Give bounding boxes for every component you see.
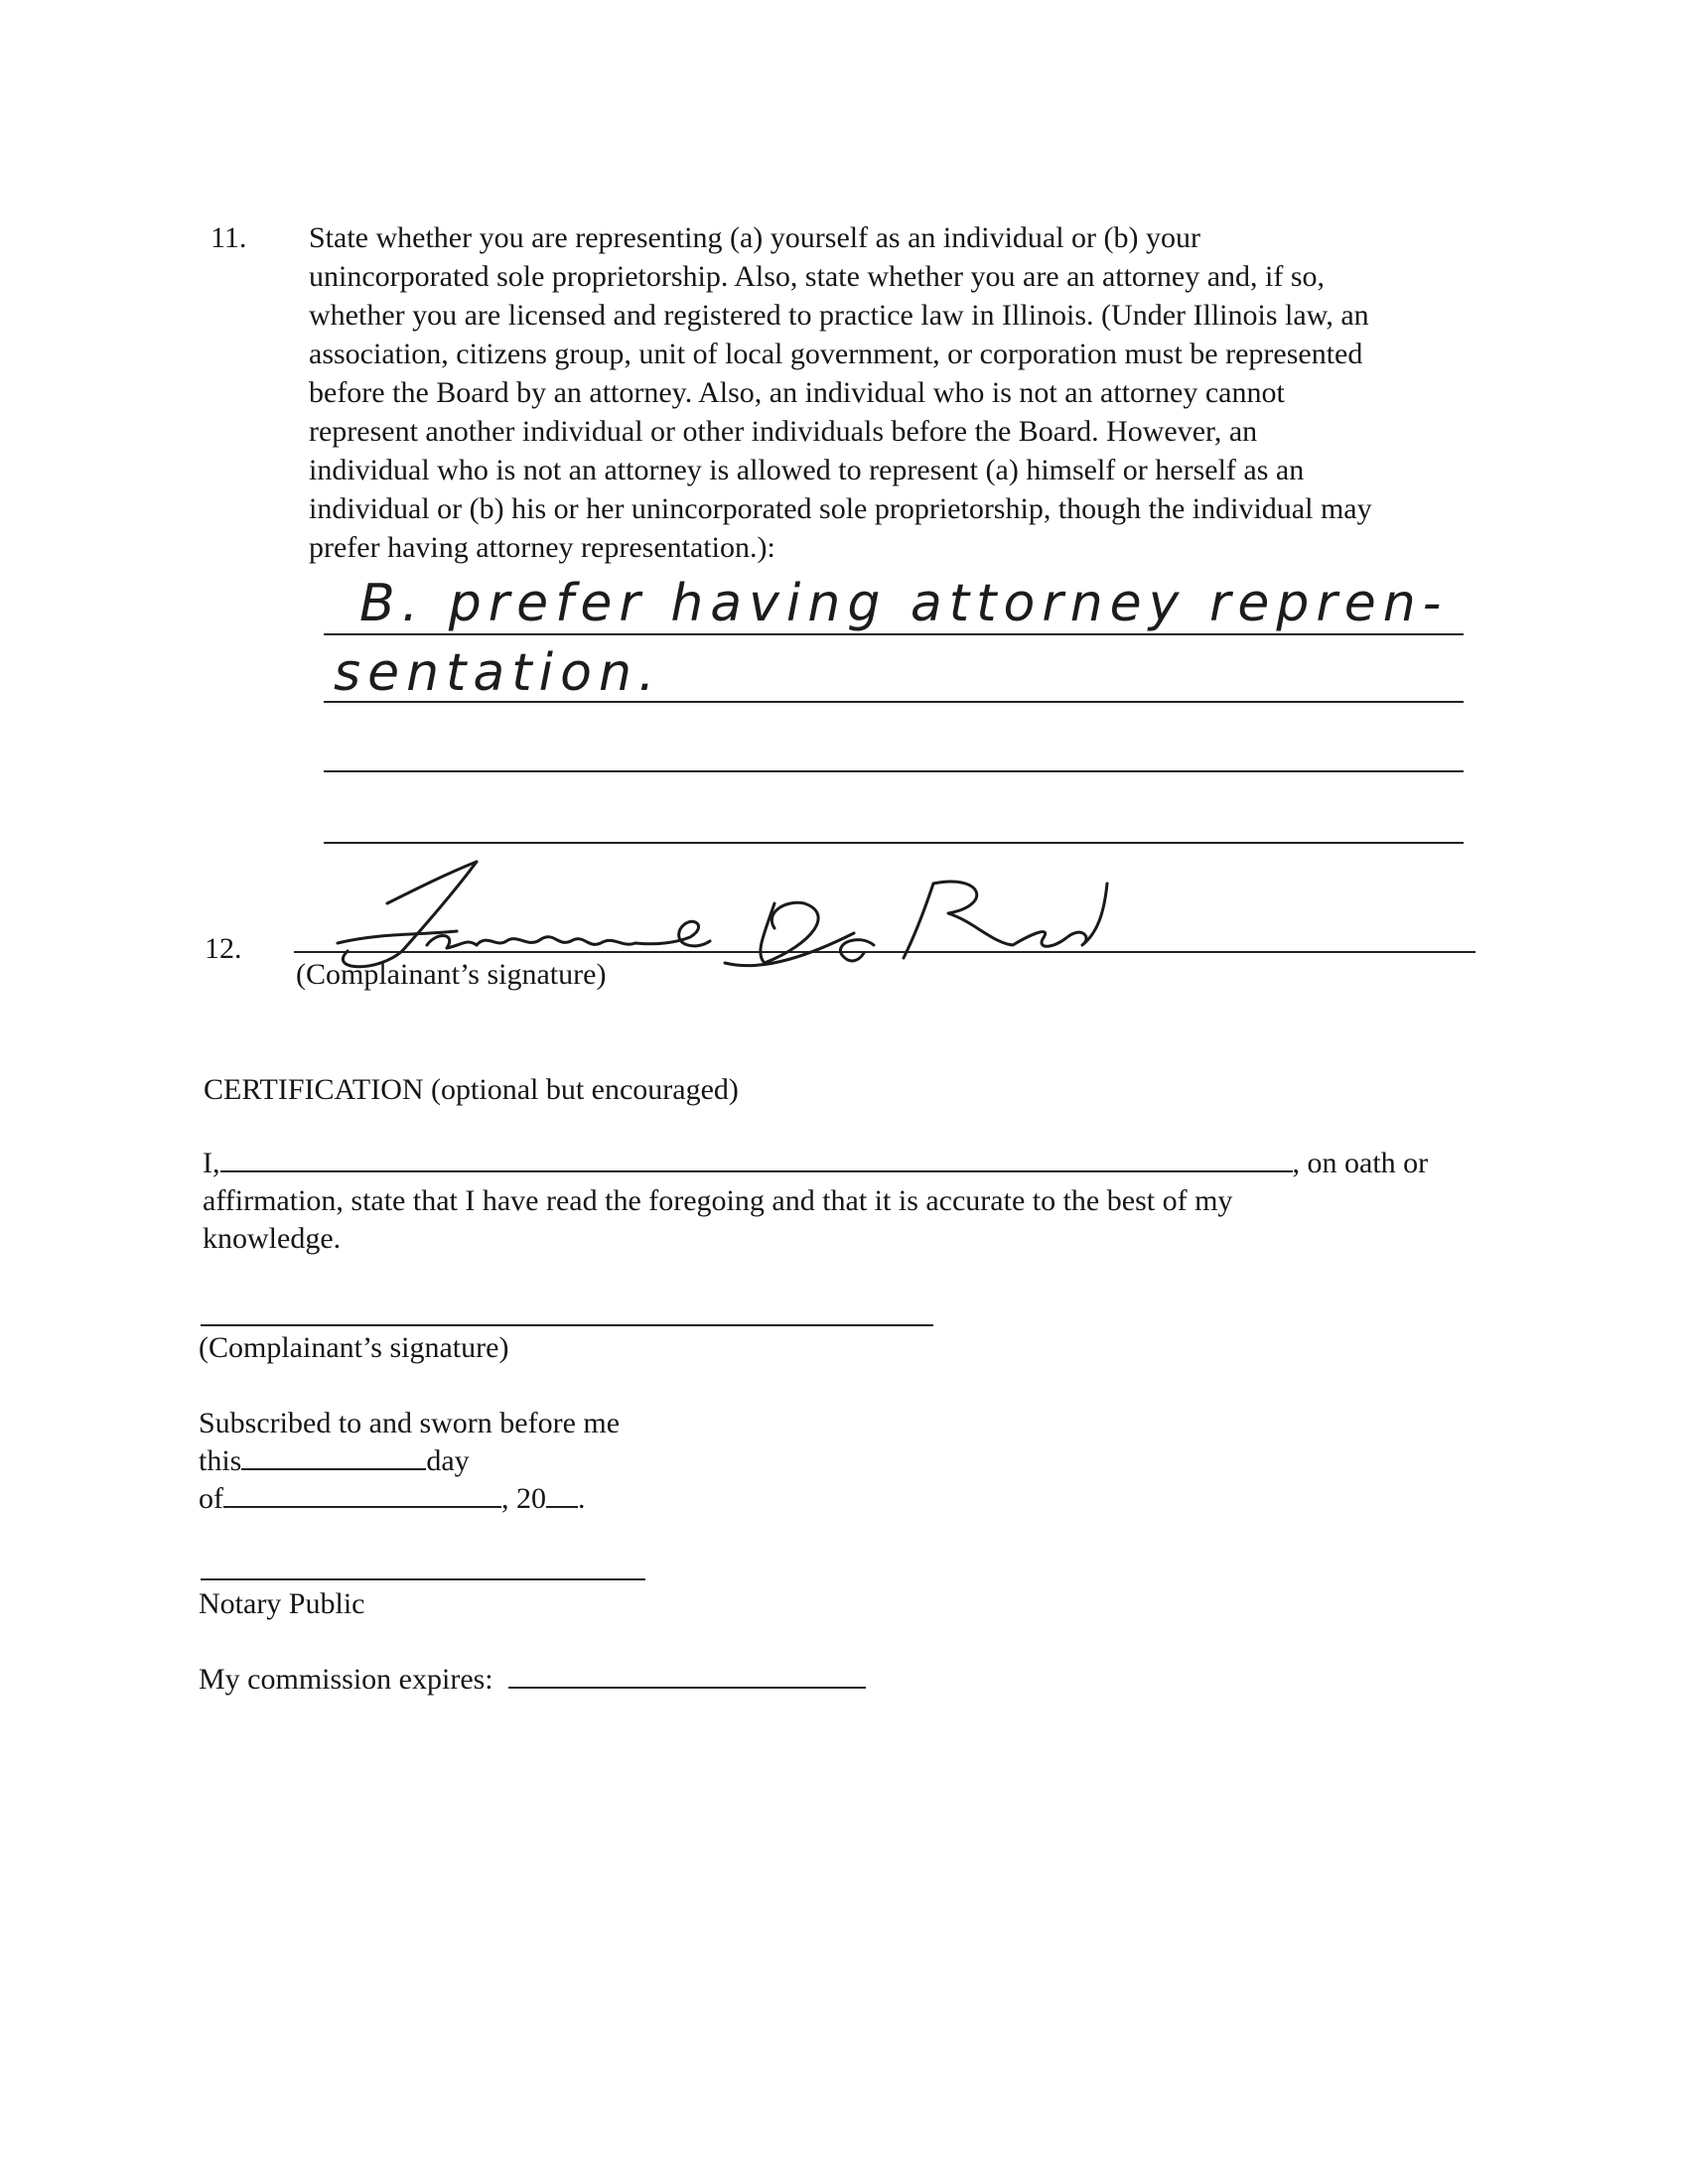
question-line: whether you are licensed and registered to practice law in Illinois. (Under Illinois law, an <box>309 299 1369 332</box>
question-line: association, citizens group, unit of local government, or corporation must be represented <box>309 338 1363 370</box>
day-label: day <box>426 1444 470 1477</box>
question-line: individual or (b) his or her unincorporated sole proprietorship, though the individual may <box>309 492 1372 525</box>
question-line: unincorporated sole proprietorship. Also, state whether you are an attorney and, if so, <box>309 260 1326 293</box>
oath-suffix: , on oath or <box>1292 1147 1429 1179</box>
this-label: this <box>199 1444 242 1477</box>
commission-label: My commission expires: <box>199 1663 493 1696</box>
certification-signature-line[interactable] <box>201 1324 933 1326</box>
answer-rule <box>324 701 1464 703</box>
notary-signature-line[interactable] <box>201 1578 645 1580</box>
year-period: . <box>578 1482 586 1515</box>
question-line: before the Board by an attorney. Also, an individual who is not an attorney cannot <box>309 376 1285 409</box>
oath-prefix: I, <box>203 1147 220 1179</box>
notary-public-label: Notary Public <box>199 1587 365 1620</box>
handwritten-answer-line-2: sentation. <box>334 643 662 703</box>
of-label: of <box>199 1482 223 1515</box>
commission-expiry-field[interactable] <box>508 1661 866 1689</box>
certification-heading: CERTIFICATION (optional but encouraged) <box>204 1073 739 1106</box>
month-field[interactable] <box>223 1480 501 1508</box>
question-line: individual who is not an attorney is allowed to represent (a) himself or herself as an <box>309 454 1305 486</box>
question-line: prefer having attorney representation.): <box>309 531 775 564</box>
complainant-signature-caption: (Complainant’s signature) <box>296 958 607 991</box>
affirmation-line: affirmation, state that I have read the foregoing and that it is accurate to the best of my <box>203 1184 1233 1217</box>
answer-rule <box>324 770 1464 772</box>
subscribed-text: Subscribed to and sworn before me <box>199 1407 621 1439</box>
oath-line <box>203 1144 1428 1182</box>
affiant-name-field[interactable] <box>220 1145 1293 1172</box>
month-year-line <box>199 1479 586 1518</box>
item-11-number: 11. <box>210 221 247 254</box>
question-line: represent another individual or other individuals before the Board. However, an <box>309 415 1258 448</box>
knowledge-line: knowledge. <box>203 1222 342 1255</box>
item-12-number: 12. <box>205 932 242 965</box>
certification-signature-caption: (Complainant’s signature) <box>199 1331 509 1364</box>
commission-line <box>199 1660 866 1699</box>
year-field[interactable] <box>546 1480 578 1508</box>
year-prefix: , 20 <box>501 1482 546 1515</box>
day-line <box>199 1441 470 1480</box>
item-11-question <box>309 218 1372 567</box>
question-line: State whether you are representing (a) yourself as an individual or (b) your <box>309 221 1201 254</box>
answer-rule <box>324 633 1464 635</box>
day-field[interactable] <box>241 1442 426 1470</box>
handwritten-answer-line-1: B. prefer having attorney repren- <box>359 574 1449 633</box>
